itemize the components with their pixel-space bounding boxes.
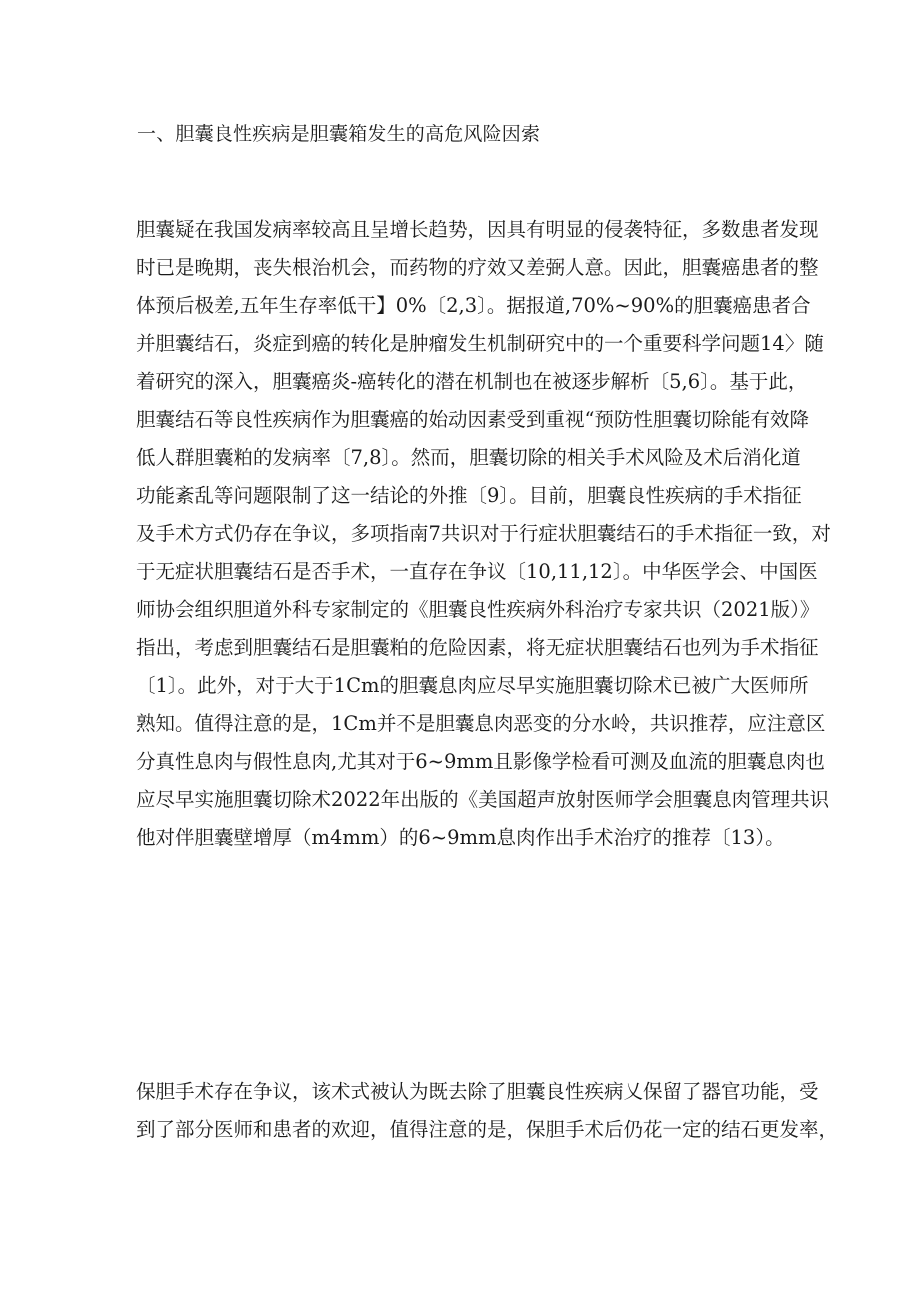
paragraph-line: 〔1〕。此外，对于大于1Cm的胆囊息肉应尽早实施胆囊切除术已被广大医师所	[136, 674, 809, 697]
paragraph-line: 功能紊乱等问题限制了这一结论的外推〔9〕。目前，胆囊良性疾病的手术指征	[136, 484, 802, 507]
paragraph-line: 及手术方式仍存在争议，多项指南7共识对于行症状胆囊结石的手术指征一致，对	[136, 522, 831, 545]
paragraph-line: 着研究的深入，胆囊癌炎-癌转化的潜在机制也在被逐步解析〔5,6〕。基于此，	[136, 370, 808, 393]
paragraph-line: 于无症状胆囊结石是否手术，一直存在争议〔10,11,12〕。中华医学会、中国医	[136, 560, 818, 583]
paragraph-line: 胆囊结石等良性疾病作为胆囊癌的始动因素受到重视“预防性胆囊切除能有效降	[136, 408, 809, 431]
paragraph-line: 指出，考虑到胆囊结石是胆囊粕的危险因素，将无症状胆囊结石也列为手术指征	[136, 636, 819, 659]
paragraph-line: 到了部分医师和患者的欢迎，值得注意的是，保胆手术后仍花一定的结石更发率，	[136, 1118, 839, 1141]
paragraph-line: 体预后极差,五年生存率低干】0%〔2,3〕。据报道,70%~90%的胆囊癌患者合	[136, 294, 811, 317]
paragraph-line: 熟知。值得注意的是，1Cm并不是胆囊息肉恶变的分水岭，共识推荐，应注意区	[136, 712, 826, 735]
paragraph-1	[136, 211, 831, 857]
paragraph-line: 保胆手术存在争议，该术式被认为既去除了胆囊良性疾病乂保留了器官功能，受	[136, 1080, 819, 1103]
paragraph-line: 他对伴胆囊壁增厚（m4mm）的6~9mm息肉作出手术治疗的推荐〔13）。	[136, 826, 785, 849]
paragraph-line: 分真性息肉与假性息肉,尤其对于6~9mm且影像学检看可测及血流的胆囊息肉也	[136, 750, 825, 773]
paragraph-line: 师协会组织胆道外科专家制定的《胆囊良性疾病外科治疗专家共识（2021版）》	[136, 598, 820, 621]
paragraph-line: 并胆囊结石，炎症到癌的转化是肿瘤发生机制研究中的一个重要科学问题14〉随	[136, 332, 824, 355]
paragraph-2	[136, 1073, 839, 1149]
paragraph-line: 时已是晚期，丧失根治机会，而药物的疗效又差弼人意。因此，胆囊癌患者的整	[136, 256, 819, 279]
section-heading: 一、胆囊良性疾病是胆囊箱发生的高危风险因索	[137, 123, 541, 145]
paragraph-line: 胆囊疑在我国发病率较高且呈增长趋势，因具有明显的侵袭特征，多数患者发现	[136, 218, 819, 241]
paragraph-line: 低人群胆囊粕的发病率〔7,8〕。然而，胆囊切除的相关手术风险及术后消化道	[136, 446, 801, 469]
paragraph-line: 应尽早实施胆囊切除术2022年出版的《美国超声放射医师学会胆囊息肉管理共识	[136, 788, 830, 811]
